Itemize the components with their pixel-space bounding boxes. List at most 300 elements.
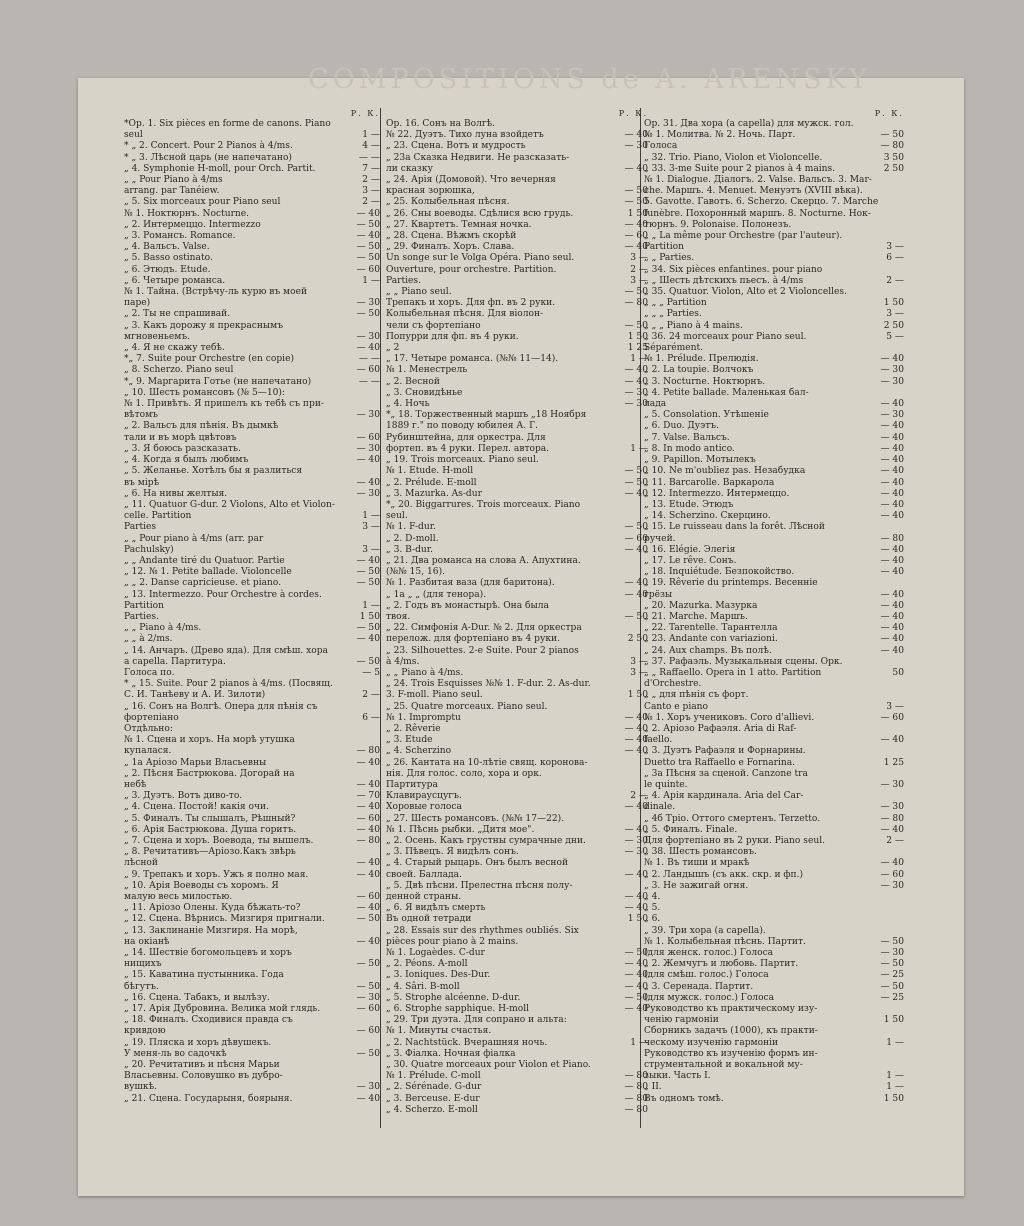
entry-title: „ 21. Сцена. Государыня, боярыня.: [124, 1093, 293, 1104]
catalog-entry: [386, 1105, 648, 1116]
entry-title: „ 2. Интермеццо. Intermezzo: [124, 219, 261, 230]
catalog-entry: [644, 388, 904, 399]
catalog-entry: [124, 881, 380, 892]
entry-price: 1 50: [883, 298, 904, 309]
entry-title: Partition: [124, 600, 164, 611]
entry-price: — 80: [880, 141, 904, 152]
entry-price: — 50: [356, 219, 380, 230]
catalog-entry: [124, 758, 380, 769]
entry-title: „ 5.: [644, 903, 661, 914]
catalog-entry: [386, 948, 648, 959]
entry-title: „ 37. Рафаэль. Музыкальныя сцены. Орк.: [644, 656, 843, 667]
catalog-entry: [124, 1038, 380, 1049]
catalog-entry: [124, 197, 380, 208]
catalog-entry: [124, 522, 380, 533]
entry-price: — 40: [624, 903, 648, 914]
entry-title: „ 2. Prélude. E-moll: [386, 477, 477, 488]
entry-price: 2 50: [883, 320, 904, 331]
entry-title: „ 6. Duo. Дуэтъ.: [644, 421, 719, 432]
entry-title: № 1. Etude. H-moll: [386, 466, 474, 477]
entry-title: „ 17. Четыре романса. (№№ 11—14).: [386, 354, 559, 365]
entry-title: „ 3. Какъ дорожу я прекраснымъ: [124, 320, 284, 331]
entry-title: „ 16. Сцена. Табакъ, и вылѣзу.: [124, 992, 270, 1003]
entry-title: „ 22. Симфонія A-Dur. № 2. Для оркестра: [386, 623, 582, 634]
entry-title: бѣгутъ.: [124, 981, 159, 992]
entry-title: „ II.: [644, 1082, 662, 1093]
entry-title: нія. Для голос. соло, хора и орк.: [386, 768, 542, 779]
entry-price: — 40: [356, 779, 380, 790]
catalog-entry: [644, 1082, 904, 1093]
entry-price: — 40: [880, 399, 904, 410]
entry-price: — 5: [362, 667, 380, 678]
catalog-entry: [644, 343, 904, 354]
entry-title: „ „ „ Parties.: [644, 309, 702, 320]
catalog-entry: [644, 455, 904, 466]
entry-title: лада: [644, 399, 667, 410]
catalog-entry: [386, 1060, 648, 1071]
entry-price: 1 50: [359, 611, 380, 622]
entry-title: Власьевны. Соловушко въ дубро-: [124, 1071, 283, 1082]
catalog-column-1: [124, 108, 380, 1105]
catalog-entry: [386, 1071, 648, 1082]
entry-price: — 60: [356, 892, 380, 903]
catalog-entry: [124, 175, 380, 186]
catalog-entry: [644, 433, 904, 444]
entry-price: 1 —: [362, 600, 380, 611]
catalog-entry: [124, 780, 380, 791]
catalog-entry: [644, 466, 904, 477]
entry-price: — 30: [880, 880, 904, 891]
entry-price: — 40: [624, 959, 648, 970]
entry-title: „ 18. Финалъ. Сходивися правда съ: [124, 1015, 293, 1026]
entry-title: „ 11. Barcarolle. Варкарола: [644, 477, 775, 488]
entry-price: 1 —: [630, 354, 648, 365]
entry-price: — 50: [880, 936, 904, 947]
entry-title: „ 14. Scherzino. Скерцино.: [644, 511, 771, 522]
catalog-entry: [386, 444, 648, 455]
entry-title: Трепакъ и хоръ. Для фп. въ 2 руки.: [386, 298, 556, 309]
entry-title: „ 5. Финалъ. Finale.: [644, 824, 738, 835]
catalog-entry: [644, 511, 904, 522]
catalog-entry: [124, 612, 380, 623]
entry-price: — 40: [880, 645, 904, 656]
entry-title: „ 20. Mazurka. Мазурка: [644, 600, 758, 611]
entry-price: — 30: [356, 1082, 380, 1093]
entry-title: „ 5. Consolation. Утѣшеніе: [644, 410, 769, 421]
entry-price: 1 —: [362, 275, 380, 286]
catalog-entry: [124, 1060, 380, 1071]
entry-title: (для смѣш. голос.) Голоса: [644, 970, 769, 981]
entry-title: „ 2. Вальсъ для пѣнія. Въ дымкѣ: [124, 421, 279, 432]
catalog-entry: [386, 870, 648, 881]
catalog-entry: [124, 1049, 380, 1060]
entry-title: „ 38. Шесть романсовъ.: [644, 847, 757, 858]
catalog-entry: [124, 1071, 380, 1082]
catalog-entry: [386, 130, 648, 141]
entry-title: грёзы: [644, 589, 673, 600]
entry-price: — 50: [356, 567, 380, 578]
entry-price: 1 —: [362, 130, 380, 141]
catalog-entry: [124, 164, 380, 175]
catalog-entry: [386, 657, 648, 668]
entry-price: — 80: [356, 836, 380, 846]
catalog-entry: [124, 354, 380, 365]
catalog-entry: [124, 657, 380, 668]
catalog-entry: [644, 220, 904, 231]
entry-title: „ 8. In modo antico.: [644, 443, 735, 454]
catalog-entry: [386, 1026, 648, 1037]
catalog-entry: [644, 197, 904, 208]
catalog-entry: [644, 892, 904, 903]
entry-title: „ 12. Сцена. Вѣрнись. Мизгиря пригнали.: [124, 914, 325, 925]
entry-title: У меня-ль во садочкѣ: [124, 1048, 227, 1059]
entry-price: 4 —: [362, 141, 380, 152]
entry-title: „ 3. Mazurka. As-dur: [386, 488, 482, 499]
entry-price: — 30: [624, 141, 648, 152]
entry-price: — 40: [356, 555, 380, 566]
entry-price: — 80: [624, 1082, 648, 1093]
entry-price: 3 —: [886, 701, 904, 712]
entry-title: *„ 7. Suite pour Orchestre (en copie): [124, 354, 295, 365]
entry-title: * „ 3. Лѣсной царь (не напечатано): [124, 152, 292, 163]
entry-title: „ 34. Six pièces enfantines. pour piano: [644, 264, 823, 275]
entry-price: 3 —: [630, 253, 648, 264]
column-divider: [380, 108, 381, 1128]
entry-title: фортепіано: [124, 712, 179, 723]
catalog-entry: [386, 858, 648, 869]
catalog-entry: [386, 1015, 648, 1026]
entry-price: — 40: [880, 567, 904, 578]
entry-title: Отдѣльно:: [124, 723, 173, 734]
entry-title: che. Маршъ. 4. Menuet. Менуэтъ (XVIII вѣка).: [644, 186, 863, 197]
entry-title: „ 36. 24 morceaux pour Piano seul.: [644, 331, 807, 342]
entry-price: — 50: [624, 320, 648, 331]
catalog-entry: [644, 623, 904, 634]
catalog-entry: [644, 1026, 904, 1037]
entry-price: — 40: [880, 511, 904, 522]
catalog-entry: [124, 332, 380, 343]
catalog-entry: [644, 746, 904, 757]
entry-price: — 50: [356, 656, 380, 667]
entry-title: (для женск. голос.) Голоса: [644, 948, 774, 959]
catalog-entry: [644, 309, 904, 320]
entry-title: „ „ Raffaello. Opera in 1 atto. Partition: [644, 667, 822, 678]
entry-title: „ 13. Etude. Этюдъ: [644, 499, 734, 510]
entry-price: — —: [358, 152, 380, 163]
catalog-entry: [644, 130, 904, 141]
entry-price: 1 50: [627, 914, 648, 925]
entry-title: „ 4. Арія кардинала. Aria del Car-: [644, 791, 804, 802]
entry-price: — 80: [880, 813, 904, 824]
catalog-entry: [386, 567, 648, 578]
entry-price: — 60: [356, 1004, 380, 1015]
entry-price: — 50: [880, 130, 904, 141]
catalog-entry: [644, 141, 904, 152]
entry-title: „ 23а Сказка Недвиги. Не разсказать-: [386, 152, 570, 163]
entry-price: — 40: [624, 869, 648, 880]
entry-title: „ 6. Четыре романса.: [124, 275, 226, 286]
catalog-entry: [644, 332, 904, 343]
catalog-entry: [124, 130, 380, 141]
catalog-entry: [124, 321, 380, 332]
catalog-entry: [124, 1015, 380, 1026]
entry-title: *„ 20. Biggarrures. Trois morceaux. Piano: [386, 499, 581, 510]
catalog-column-3: [644, 108, 904, 1105]
catalog-entry: [386, 814, 648, 825]
entry-title: „ „ Шесть дѣтскихъ пьесъ. à 4/ms: [644, 275, 804, 286]
entry-price: — 30: [356, 443, 380, 454]
catalog-entry: [644, 825, 904, 836]
catalog-entry: [124, 444, 380, 455]
entry-title: „ 4. Старый рыцарь. Онъ былъ весной: [386, 858, 569, 869]
entry-price: 3 —: [886, 309, 904, 320]
entry-title: № 1. Impromptu: [386, 712, 461, 723]
entry-title: № 1. Сцена и хоръ. На морѣ утушка: [124, 735, 295, 746]
entry-title: „ 10. Арія Воеводы съ хоромъ. Я: [124, 880, 279, 891]
catalog-entry: [644, 959, 904, 970]
entry-title: „ 11. Аріозо Олены. Куда бѣжать-то?: [124, 903, 301, 914]
catalog-entry: [644, 410, 904, 421]
entry-title: вѣтомъ: [124, 410, 158, 421]
catalog-entry: [644, 1094, 904, 1105]
entry-price: 1 50: [883, 1015, 904, 1026]
entry-title: въ мірѣ: [124, 477, 160, 488]
entry-title: Pachulsky): [124, 544, 174, 555]
entry-title: „ 3. Etude: [386, 735, 433, 746]
entry-price: — 40: [880, 555, 904, 566]
entry-title: чели съ фортепіано: [386, 320, 481, 331]
catalog-entry: [386, 758, 648, 769]
catalog-entry: [644, 769, 904, 780]
entry-price: — 40: [356, 1093, 380, 1104]
catalog-entry: [386, 1004, 648, 1015]
entry-price: — 40: [624, 242, 648, 253]
catalog-entry: [124, 858, 380, 869]
entry-title: „ 2. Осень. Какъ грустны сумрачные дни.: [386, 836, 586, 846]
catalog-entry: [124, 870, 380, 881]
catalog-entry: [124, 601, 380, 612]
entry-title: „ 19. Пляска и хоръ дѣвушекъ.: [124, 1037, 272, 1048]
catalog-entry: [124, 478, 380, 489]
catalog-entry: [644, 399, 904, 410]
catalog-entry: [386, 455, 648, 466]
entry-price: — 40: [356, 477, 380, 488]
entry-title: Duetto tra Raffaello e Fornarina.: [644, 757, 796, 768]
entry-title: кривдою: [124, 1026, 166, 1037]
catalog-entry: [124, 746, 380, 757]
catalog-entry: [124, 534, 380, 545]
catalog-entry: [386, 881, 648, 892]
catalog-entry: [124, 970, 380, 981]
entry-title: „ 23. Andante con variazioni.: [644, 634, 778, 645]
catalog-entry: [124, 489, 380, 500]
entry-title: Въ одномъ томѣ.: [644, 1093, 724, 1104]
entry-price: 2 —: [886, 275, 904, 286]
entry-title: „ 30. Quatre morceaux pour Violon et Piano.: [386, 1060, 591, 1071]
entry-price: — 30: [624, 847, 648, 858]
entry-price: — 50: [624, 197, 648, 208]
catalog-entry: [386, 478, 648, 489]
entry-title: „ 6.: [644, 914, 661, 925]
catalog-entry: [386, 332, 648, 343]
catalog-entry: [644, 489, 904, 500]
catalog-entry: [124, 735, 380, 746]
entry-title: * „ 15. Suite. Pour 2 pianos à 4/ms. (Посвящ.: [124, 679, 333, 690]
entry-title: „ 18. Inquiétude. Безпокойство.: [644, 567, 795, 578]
entry-price: — 50: [356, 242, 380, 253]
entry-title: струментальной и вокальной му-: [644, 1060, 803, 1071]
catalog-entry: [386, 242, 648, 253]
entry-title: „ 6. На нивы желтыя.: [124, 488, 228, 499]
entry-price: 1 50: [627, 208, 648, 219]
entry-price: — 40: [356, 802, 380, 813]
entry-price: — —: [358, 376, 380, 387]
catalog-page: [78, 64, 964, 1196]
entry-title: „ 10. Ne m'oubliez pas. Незабудка: [644, 466, 806, 477]
entry-price: 3 50: [883, 152, 904, 163]
entry-title: ческому изученію гармоніи: [644, 1037, 779, 1048]
entry-price: — 40: [624, 544, 648, 555]
entry-title: „ 10. Шесть романсовъ (№ 5—10):: [124, 387, 286, 398]
entry-title: „ 8. Речитативъ—Аріозо.Какъ звѣрь: [124, 847, 296, 858]
entry-title: „ 5. Six morceaux pour Piano seul: [124, 197, 281, 208]
price-header: Р. К.: [350, 109, 380, 118]
entry-title: „ 3. Сновидѣнье: [386, 387, 463, 398]
entry-price: — 80: [356, 746, 380, 757]
catalog-entry: [386, 903, 648, 914]
catalog-entry: [386, 489, 648, 500]
entry-price: — 60: [880, 712, 904, 723]
entry-price: — 50: [356, 623, 380, 634]
catalog-entry: [386, 153, 648, 164]
entry-price: — 30: [624, 387, 648, 398]
catalog-entry: [644, 970, 904, 981]
entry-price: — 40: [624, 365, 648, 376]
entry-title: № 1. Logaèdes. C-dur: [386, 948, 485, 959]
entry-price: — 40: [624, 578, 648, 589]
entry-title: „ 2. Жемчугъ и любовь. Партит.: [644, 959, 799, 970]
entry-price: — 40: [624, 219, 648, 230]
entry-price: 1 25: [627, 343, 648, 354]
catalog-entry: [124, 209, 380, 220]
catalog-entry: [386, 377, 648, 388]
entry-price: 1 —: [630, 443, 648, 454]
entry-price: — 40: [356, 634, 380, 645]
entry-title: „ 25. Колыбельная пѣсня.: [386, 197, 510, 208]
entry-title: на окіанѣ: [124, 936, 170, 947]
entry-title: № 1. Пѣснь рыбки. „Дитя мое".: [386, 824, 535, 835]
entry-price: — 50: [880, 959, 904, 970]
entry-title: „ 2. La toupie. Волчокъ: [644, 365, 754, 376]
entry-price: 2 50: [883, 163, 904, 174]
entry-price: — 60: [624, 533, 648, 544]
entry-title: паре): [124, 298, 151, 309]
catalog-entry: [124, 119, 380, 130]
entry-price: — 40: [880, 611, 904, 622]
catalog-entry: [386, 634, 648, 645]
entry-title: „ 5. Двѣ пѣсни. Прелестна пѣсня полу-: [386, 880, 573, 891]
catalog-entry: [386, 556, 648, 567]
entry-title: „ 17. Le rêve. Сонъ.: [644, 555, 737, 566]
entry-title: № 22. Дуэтъ. Тихо луна взойдетъ: [386, 130, 544, 141]
catalog-entry: [124, 713, 380, 724]
entry-title: „ 29. Три дуэта. Для сопрано и альта:: [386, 1015, 567, 1026]
entry-title: d'Orchestre.: [644, 679, 702, 690]
entry-price: 3 —: [630, 667, 648, 678]
entry-title: денной страны.: [386, 892, 462, 903]
entry-price: — 25: [880, 992, 904, 1003]
entry-price: 3 —: [362, 522, 380, 533]
entry-price: 6 —: [886, 253, 904, 264]
catalog-entry: [386, 421, 648, 432]
entry-price: — 50: [356, 309, 380, 320]
entry-title: „ 24. Aux champs. Въ полѣ.: [644, 645, 772, 656]
entry-title: № 1. Привѣтъ. Я пришелъ къ тебѣ съ при-: [124, 399, 324, 410]
entry-price: — 60: [356, 432, 380, 443]
entry-title: № 1. Prélude. Прелюдія.: [644, 354, 759, 365]
entry-title: 1889 г." по поводу юбилея А. Г.: [386, 421, 538, 432]
entry-price: — 30: [356, 488, 380, 499]
catalog-entry: [386, 466, 648, 477]
catalog-entry: [124, 668, 380, 679]
catalog-entry: [386, 993, 648, 1004]
catalog-entry: [124, 836, 380, 847]
entry-price: — 40: [624, 488, 648, 499]
entry-price: — 30: [880, 365, 904, 376]
catalog-entry: [386, 780, 648, 791]
catalog-entry: [644, 814, 904, 825]
entry-title: вушкѣ.: [124, 1082, 157, 1093]
entry-price: — 40: [880, 499, 904, 510]
entry-title: тюрнъ. 9. Polonaise. Полонезъ.: [644, 219, 792, 230]
catalog-column-2: [386, 108, 648, 1116]
catalog-entry: [124, 545, 380, 556]
entry-price: — 40: [356, 455, 380, 466]
entry-title: Op. 16. Сонъ на Волгѣ.: [386, 119, 496, 129]
entry-title: „ 5. Strophe alcéenne. D-dur.: [386, 992, 521, 1003]
catalog-entry: [386, 309, 648, 320]
entry-price: 50: [892, 667, 904, 678]
entry-title: „ „ Parties.: [644, 253, 695, 264]
entry-title: С. И. Танѣеву и А. И. Зилоти): [124, 690, 266, 701]
entry-price: 7 —: [362, 163, 380, 174]
catalog-entry: [386, 220, 648, 231]
catalog-entry: [386, 702, 648, 713]
entry-title: Рубинштейна, для оркестра. Для: [386, 432, 546, 443]
entry-title: „ 5. Basso ostinato.: [124, 253, 213, 264]
entry-price: — 40: [624, 712, 648, 723]
entry-title: Хоровые голоса: [386, 802, 462, 813]
entry-price: — 40: [880, 466, 904, 477]
entry-title: „ 3. Nocturne. Ноктюрнъ.: [644, 376, 766, 387]
entry-title: Canto e piano: [644, 701, 709, 712]
catalog-entry: [386, 601, 648, 612]
entry-title: * „ 2. Concert. Pour 2 Pianos à 4/ms.: [124, 141, 293, 152]
entry-title: № 1. F-dur.: [386, 522, 436, 533]
entry-title: „ 4. Sâri. B-moll: [386, 981, 460, 992]
entry-price: — 40: [356, 208, 380, 219]
catalog-entry: [124, 802, 380, 813]
entry-title: нищихъ: [124, 959, 162, 970]
entry-title: Партитура: [386, 779, 438, 790]
entry-price: 1 —: [362, 511, 380, 522]
catalog-entry: [644, 1015, 904, 1026]
entry-price: 1 —: [886, 1082, 904, 1093]
entry-price: 2 —: [362, 690, 380, 701]
catalog-entry: [644, 1071, 904, 1082]
entry-title: „ 28. Сцена. Вѣжмъ скорѣй: [386, 231, 517, 242]
entry-price: — 40: [624, 735, 648, 746]
